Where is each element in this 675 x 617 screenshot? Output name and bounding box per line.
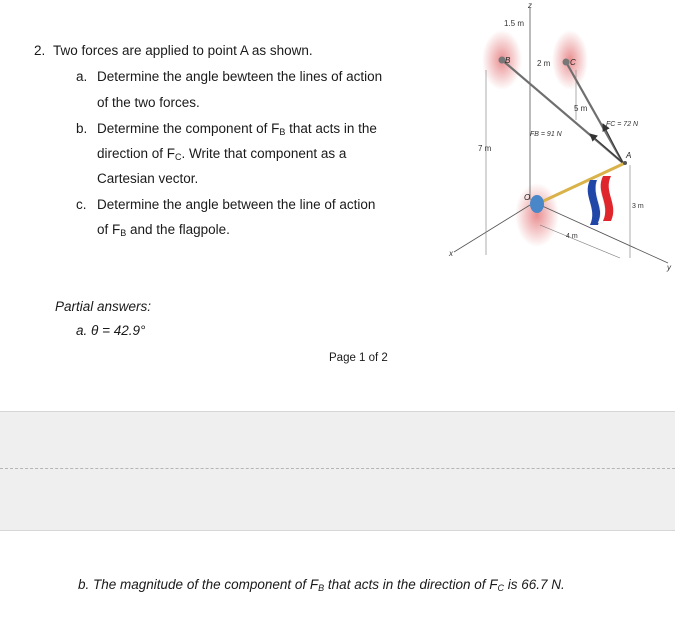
page-break-line [0, 468, 675, 469]
force-c-arrow [603, 124, 623, 163]
force-diagram [440, 0, 675, 290]
partial-answers-heading: Partial answers: [55, 299, 152, 314]
page-break-gap [0, 411, 675, 531]
force-b-arrow [590, 134, 623, 163]
part-b-marker: b. [76, 121, 88, 136]
dim-5m: 5 m [574, 104, 588, 113]
point-c-label: C [570, 58, 576, 67]
part-b-line2: direction of $F_C$. Write that component as a [97, 146, 347, 162]
dim-3m: 3 m [632, 203, 644, 210]
part-a-marker: a. [76, 69, 88, 84]
problem-intro: Two forces are applied to point A as shown. [53, 43, 313, 58]
part-c-marker: c. [76, 197, 87, 212]
problem-number: 2. [34, 43, 46, 58]
force-b-label: FB = 91 N [530, 131, 562, 138]
part-a-line2: of the two forces. [97, 95, 200, 110]
point-a [623, 161, 627, 165]
flagpole-base [530, 195, 544, 213]
dim-4m-line [540, 225, 620, 258]
part-b-line3: Cartesian vector. [97, 171, 199, 186]
dim-7m: 7 m [478, 144, 492, 153]
answer-b: b. The magnitude of the component of $F_B$ that acts in the direction of $F_C$ is 66.7 N. [78, 577, 565, 593]
page-label: Page 1 of 2 [329, 352, 388, 364]
point-o-label: O [524, 193, 531, 202]
wall-patch-o [515, 183, 559, 247]
point-b-label: B [505, 56, 511, 65]
dim-2m: 2 m [537, 59, 551, 68]
part-c-line2: of $F_B$ and the flagpole. [97, 222, 230, 238]
dim-4m: 4 m [566, 233, 578, 240]
partial-answer-a: a. θ = 42.9° [76, 323, 146, 338]
part-b-line1: Determine the component of $F_B$ that acts in the [97, 121, 377, 137]
x-label: x [449, 249, 453, 258]
force-c-label: FC = 72 N [606, 121, 639, 128]
y-label: y [667, 263, 671, 272]
part-c-line1: Determine the angle between the line of action [97, 197, 376, 212]
dim-1-5m: 1.5 m [504, 19, 525, 28]
anchor-c [563, 59, 570, 66]
point-a-label: A [626, 151, 632, 160]
z-label: z [528, 1, 532, 10]
flagpole [537, 163, 625, 204]
part-a-line1: Determine the angle bewteen the lines of action [97, 69, 383, 84]
